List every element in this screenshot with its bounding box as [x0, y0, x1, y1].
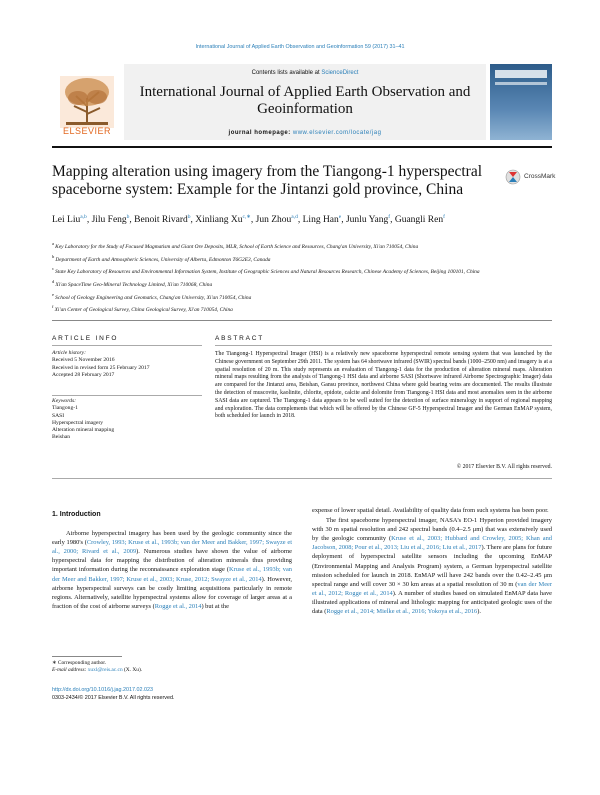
paragraph-text: ). However, airborne hyperspectral surveys can be costly limiting acquisitions particularly in remote regions. Alternatively, satellite hyperspectral systems allow for coverage of larger areas at a fraction of the cost of airborne surveys ( — [52, 575, 292, 610]
abstract-heading: ABSTRACT — [215, 335, 265, 342]
keyword: Beishan — [52, 434, 71, 441]
affiliation — [52, 253, 492, 265]
affiliation — [52, 278, 492, 290]
affiliation-text: Department of Earth and Atmospheric Sciences, University of Alberta, Edmonton T6G2E3, Canada — [55, 256, 271, 263]
journal-header — [52, 64, 552, 142]
affiliation-list — [52, 240, 492, 316]
email-label: E-mail address: — [52, 667, 88, 673]
article-history — [52, 350, 202, 379]
paragraph-text: ). A number of studies based on simulated EnMAP data have illustrated applications of mineral and lithologic mapping for anticipated geologic uses of the data ( — [312, 589, 552, 616]
contents-line — [124, 70, 486, 76]
section-heading-introduction: 1. Introduction — [52, 511, 101, 518]
email-line — [52, 667, 292, 674]
issn-line: 0303-2434/© 2017 Elsevier B.V. All rights reserved. — [52, 694, 175, 701]
citation-link[interactable]: Rogge et al., 2014 — [154, 602, 202, 610]
affiliation-text: School of Geology Engineering and Geomatics, Chang'an University, Xi'an 710054, China — [55, 294, 252, 301]
crossmark-label: CrossMark — [524, 173, 556, 180]
paragraph-text: Airborne hyperspectral imagery has been used by the geologic community since the early 1980's ( — [52, 530, 292, 547]
paragraph-text: ). — [477, 608, 481, 616]
citation-link[interactable]: Kruse et al., 1993b; van der Meer and Bakker, 1997; Kruse et al., 2003; Kruse, 2012; Swayze et al., 2014 — [52, 566, 292, 583]
author-name[interactable]: Junlu Yang — [345, 215, 389, 226]
author-list: Lei Liu$^{a,b}$, Jilu Feng$^b$, Benoit Rivard$^b$, Xinliang $Xu^{c,∗}$, Jun Zhou$^{a,d}$, Ling Han$^e$, Junlu Yang$^f$, Guangli Ren$^f$ — [52, 214, 445, 226]
keyword: SASI — [52, 412, 65, 419]
affiliation — [52, 303, 492, 315]
homepage-label: journal homepage: — [228, 130, 293, 136]
history-label: Article history: — [52, 350, 87, 356]
affiliation-marker: d — [52, 279, 56, 285]
affiliation-text: Key Laboratory for the Study of Focused Magmatism and Giant Ore Deposits, MLR, School of Earth Science and Resources, Chang'an University, Xi'an 710054, China — [55, 243, 419, 250]
elsevier-wordmark: ELSEVIER — [62, 126, 112, 136]
abstract-rule — [215, 345, 552, 346]
author-affiliation-marker[interactable]: a,b — [80, 214, 87, 220]
crossmark-icon — [505, 169, 521, 187]
article-title: Mapping alteration using imagery from the Tiangong-1 hyperspectral spaceborne system: Example for the Jintanzi gold province, China — [52, 163, 483, 198]
author-affiliation-marker[interactable]: f — [388, 214, 391, 220]
corresponding-author-footnote — [52, 660, 292, 674]
keyword: Tiangong-1 — [52, 405, 78, 412]
intro-paragraph-1-cont: expense of lower spatial detail. Availability of quality data from such systems has been poor. — [312, 507, 549, 514]
affiliation-text: State Key Laboratory of Resources and Environmental Information System, Institute of Geographic Sciences and Natural Resources Research, Chinese Academy of Sciences, Beijing 100101, China — [55, 269, 480, 276]
homepage-url[interactable]: www.elsevier.com/locate/jag — [292, 130, 382, 136]
cover-subtitle-band — [495, 82, 547, 85]
author-name[interactable]: Ling Han — [302, 215, 339, 226]
paragraph-text: The first spaceborne hyperspectral imager, NASA's EO-1 Hyperion provided imagery with 30 m spatial resolution and 242 spectral bands (0.4–2.5 μm) that was extensively used by the geologic community ( — [312, 517, 552, 543]
author-name[interactable]: Xinliang Xu — [195, 215, 243, 226]
keywords-label: Keywords: — [52, 398, 77, 404]
abstract-copyright: © 2017 Elsevier B.V. All rights reserved. — [456, 464, 552, 470]
article-info-heading: ARTICLE INFO — [52, 335, 119, 342]
abstract-text: The Tiangong-1 Hyperspectral Imager (HSI) is a relatively new spaceborne hyperspectral remote sensing system that was launched by the Chinese government on September 29th 2011. The system has 64 shortwave infrared (SWIR) spectral bands (1000–2500 nm) and imagery is at a spatial resolution of 20 m. This study represents an evaluation of Tiangong-1 data for the production of alteration mineral maps. Alteration mineral maps resulting from the analysis of Tiangong-1 HSI data and airborne SASI (Shortwave infrared Airborne Spectrographic Imager) data are compared for the Jintanzi area, Beishan, Gansu province, northwest China where gold bearing veins are documented. The results illustrate the detection of muscovite, kaolinite, chlorite, epidote, calcite and dolomite from Tiangong-1 HSI data and most anomalies seen in the airborne SASI data are captured. The Tiangong-1 data appears to be well suited for the detection of surface mineralogy in support of regional mapping and exploration. The data complements that which will be offered by the Chinese GF-5 Hyperspectral Imager and the German EnMAP system, both scheduled for launch in 2018. — [215, 351, 552, 420]
keywords-rule — [52, 395, 202, 396]
citation-link[interactable]: Crowley, 1993; Kruse et al., 1993b; van der Meer and Bakker, 1997; Swayze et al., 2000; Rivard et al., 2009 — [52, 539, 293, 556]
author-affiliation-marker[interactable]: c,∗ — [242, 214, 251, 220]
intro-paragraph-2 — [312, 516, 552, 616]
affiliation-marker: b — [52, 253, 56, 259]
author-affiliation-marker[interactable]: b — [126, 214, 130, 220]
author-affiliation-marker[interactable]: b — [187, 214, 191, 220]
body-column-right — [312, 506, 552, 616]
author-affiliation-marker[interactable]: a,d — [291, 214, 298, 220]
author-name[interactable]: Lei Liu — [52, 215, 81, 226]
article-info-rule — [52, 345, 202, 346]
keywords — [52, 398, 202, 442]
history-revised: Received in revised form 25 February 2017 — [52, 364, 150, 371]
author-name[interactable]: Guangli Ren — [394, 215, 444, 226]
journal-homepage — [124, 130, 486, 136]
affiliation — [52, 291, 492, 303]
citation-link[interactable]: van der Meer et al., 2012; Rogge et al., 2014 — [312, 580, 552, 597]
affiliation-marker: c — [52, 266, 56, 272]
abstract-bottom-rule — [52, 478, 552, 479]
affiliation-marker: f — [52, 304, 55, 310]
affiliation — [52, 265, 492, 277]
section-divider — [52, 320, 552, 321]
history-accepted: Accepted 28 February 2017 — [52, 371, 115, 378]
journal-title: International Journal of Applied Earth Observation and Geoinformation — [139, 84, 471, 117]
doi-block — [52, 687, 292, 702]
affiliation — [52, 240, 492, 252]
affiliation-text: Xi'an SpaceTime Geo-Mineral Technology Limited, Xi'an 710068, China — [55, 281, 213, 288]
crossmark-badge[interactable] — [505, 169, 556, 189]
affiliation-marker: a — [52, 241, 56, 246]
paragraph-text: ) but at the — [201, 602, 229, 610]
citation-link[interactable]: Rogge et al., 2014; Mielke et al., 2016; Yokoya et al., 2016 — [326, 608, 478, 616]
body-column-left — [52, 510, 292, 611]
email-suffix: (X. Xu). — [122, 667, 143, 673]
journal-reference[interactable]: International Journal of Applied Earth Observation and Geoinformation 59 (2017) 31–41 — [195, 44, 405, 50]
email-link[interactable]: xuxl@reis.ac.cn — [87, 667, 123, 673]
keyword: Hyperspectral imagery — [52, 419, 104, 426]
doi-link[interactable]: http://dx.doi.org/10.1016/j.jag.2017.02.023 — [52, 687, 154, 693]
contents-prefix: Contents lists available at — [251, 70, 322, 76]
author-affiliation-marker[interactable]: e — [338, 214, 342, 220]
intro-paragraph-1 — [52, 529, 292, 611]
paragraph-text: ). There are plans for future deployment of hyperspectral satellite sensors including the upcoming EnMAP (Environmental Mapping and Analysis Program) system, a German hyperspectral satellite mission scheduled for launch in 2018. EnMAP will have 242 bands over the 0.42–2.45 μm spectral range and will cover 30 × 30 km areas at a spatial resolution of 30 m ( — [312, 544, 553, 588]
header-divider — [52, 146, 552, 148]
footnote-rule — [52, 656, 122, 657]
paragraph-text: ). Numerous studies have shown the value of airborne hyperspectral data for mapping the distribution of alteration minerals thus providing important information during the reconnaissance exploration stage ( — [52, 548, 292, 574]
affiliation-marker: e — [52, 291, 56, 297]
author-affiliation-marker[interactable]: f — [443, 214, 445, 220]
author-name[interactable]: Jilu Feng — [91, 215, 127, 226]
author-name[interactable]: Jun Zhou — [255, 215, 292, 226]
keyword: Alteration mineral mapping — [52, 427, 115, 434]
affiliation-text: Xi'an Center of Geological Survey, China Geological Survey, Xi'an 710054, China — [54, 307, 233, 314]
cover-title-band — [495, 70, 547, 78]
citation-link[interactable]: Kruse et al., 2003; Hubbard and Crowley, 2005; Khan and Jacobson, 2008; Pour et al., 2013; Liu et al., 2016; Liu et al., 2017 — [312, 535, 552, 552]
sciencedirect-link[interactable]: ScienceDirect — [321, 70, 359, 76]
corresponding-label: ∗ Corresponding author. — [52, 660, 107, 666]
author-name[interactable]: Benoit Rivard — [134, 215, 188, 226]
history-received: Received 5 November 2016 — [52, 357, 115, 364]
